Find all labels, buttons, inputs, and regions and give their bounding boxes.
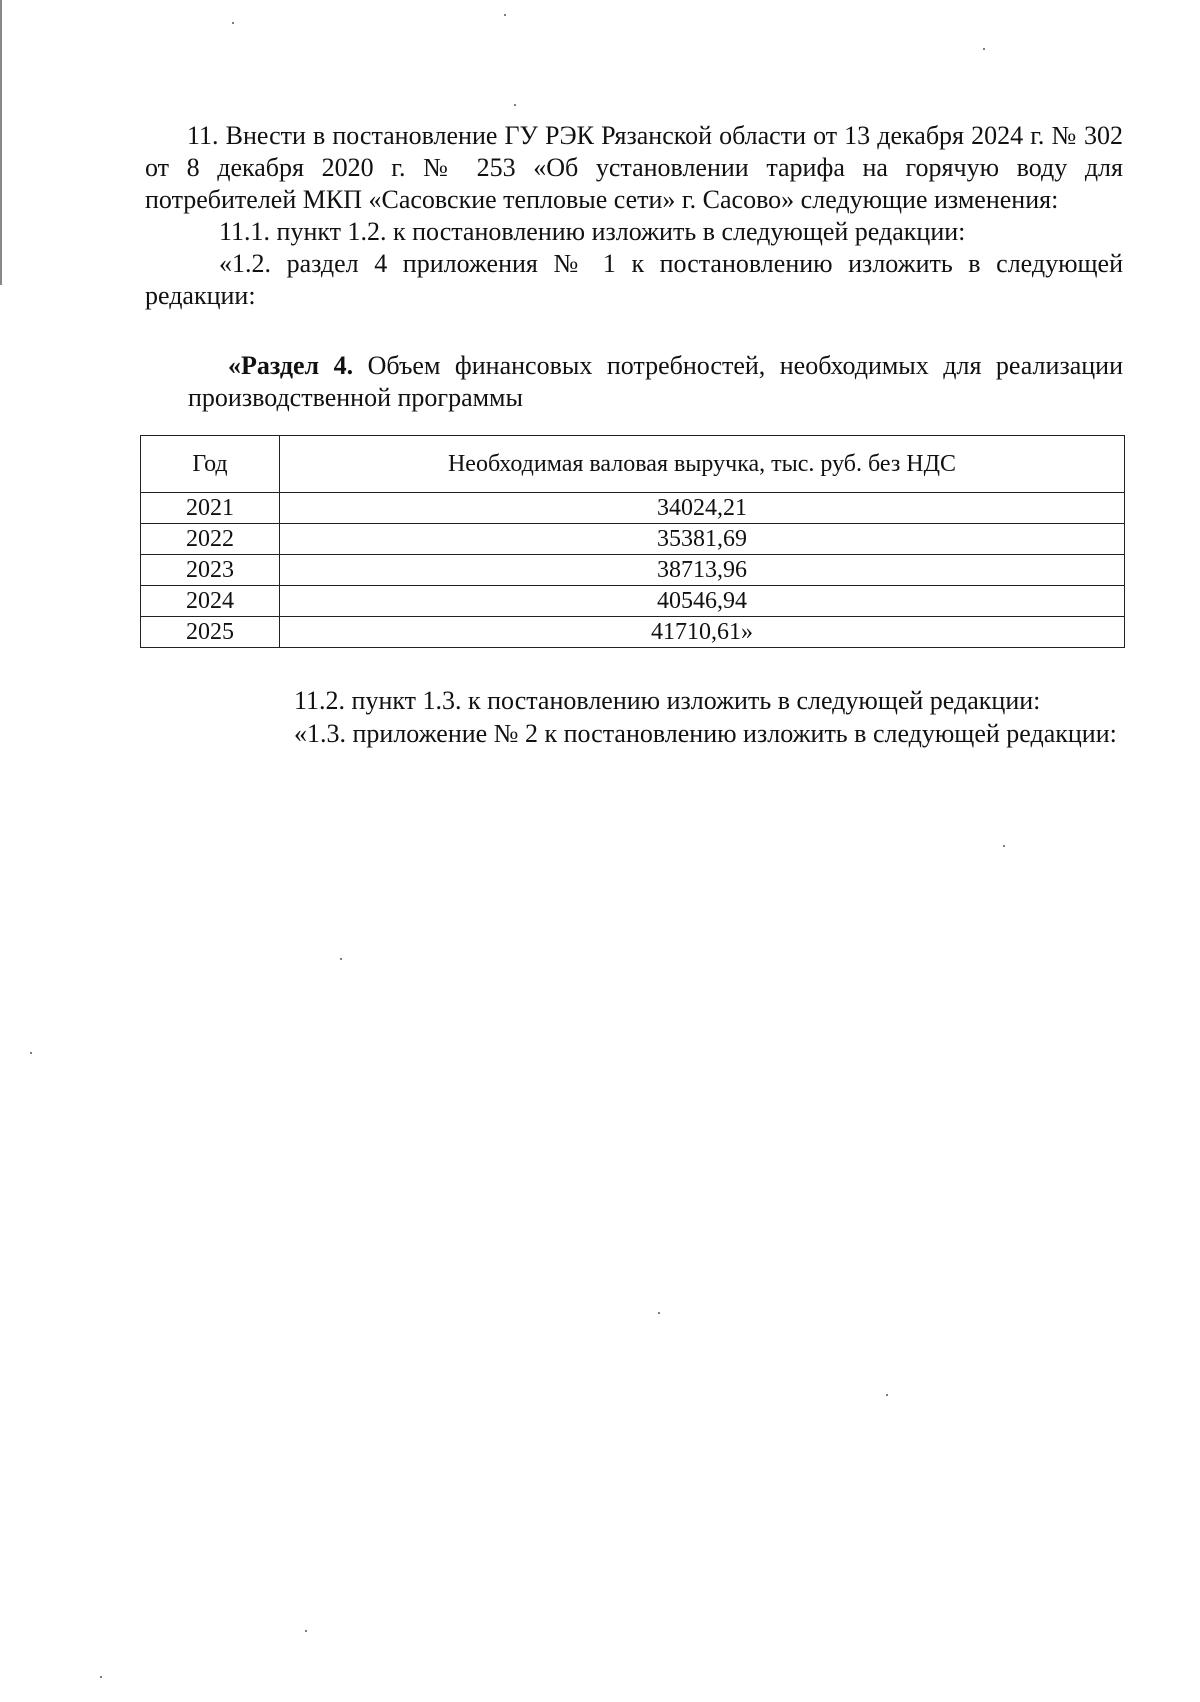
scan-speck: [30, 1052, 32, 1054]
paragraph-11-2: [145, 684, 1123, 717]
section-title-label: «Раздел 4.: [228, 351, 354, 380]
scan-speck: [504, 14, 506, 16]
scan-speck: [305, 1630, 307, 1632]
table-header-row: [141, 436, 1125, 493]
section-title-text: Объем финансовых потребностей, необходимых для реализации производственной программы: [188, 351, 1123, 412]
paragraph-1-2: [145, 248, 1123, 312]
scan-speck: [514, 104, 516, 106]
cell-year: 2025: [141, 617, 280, 648]
paragraph-11-text: 11. Внести в постановление ГУ РЭК Рязанской области от 13 декабря 2024 г. № 302 от 8 декабря 2020 г. № 253 «Об установлении тарифа на горячую воду для потребителей МКП «Сасовские тепловые сети» г. Сасово» следующие изменения:: [145, 121, 1123, 214]
scan-speck: [658, 1312, 660, 1314]
table-row: [141, 493, 1125, 524]
table-row: [141, 555, 1125, 586]
scan-speck: [100, 1676, 102, 1678]
header-year: Год: [141, 436, 280, 493]
cell-revenue: 35381,69: [280, 524, 1125, 555]
paragraph-11-2-text: 11.2. пункт 1.3. к постановлению изложить в следующей редакции:: [294, 686, 1041, 715]
paragraph-11-1-text: 11.1. пункт 1.2. к постановлению изложить в следующей редакции:: [219, 217, 966, 246]
table-row: [141, 617, 1125, 648]
paragraph-11-1: [145, 216, 1123, 248]
scan-speck: [340, 958, 342, 960]
table-row: [141, 524, 1125, 555]
table-row: [141, 586, 1125, 617]
section-title: [188, 350, 1123, 414]
scan-edge-mark: [0, 0, 2, 285]
header-revenue: Необходимая валовая выручка, тыс. руб. без НДС: [280, 436, 1125, 493]
cell-revenue: 34024,21: [280, 493, 1125, 524]
revenue-table: [140, 435, 1125, 648]
scan-speck: [886, 1394, 888, 1396]
scan-speck: [983, 48, 985, 50]
paragraph-1-3-text: «1.3. приложение № 2 к постановлению изложить в следующей редакции:: [294, 719, 1117, 748]
cell-year: 2024: [141, 586, 280, 617]
cell-revenue: 38713,96: [280, 555, 1125, 586]
cell-year: 2022: [141, 524, 280, 555]
paragraph-11: [145, 120, 1123, 312]
cell-year: 2021: [141, 493, 280, 524]
paragraph-1-3: [145, 717, 1123, 750]
scan-speck: [232, 22, 234, 24]
paragraph-1-2-text: «1.2. раздел 4 приложения № 1 к постановлению изложить в следующей редакции:: [145, 249, 1123, 310]
scan-speck: [1003, 845, 1005, 847]
cell-year: 2023: [141, 555, 280, 586]
cell-revenue: 41710,61»: [280, 617, 1125, 648]
cell-revenue: 40546,94: [280, 586, 1125, 617]
